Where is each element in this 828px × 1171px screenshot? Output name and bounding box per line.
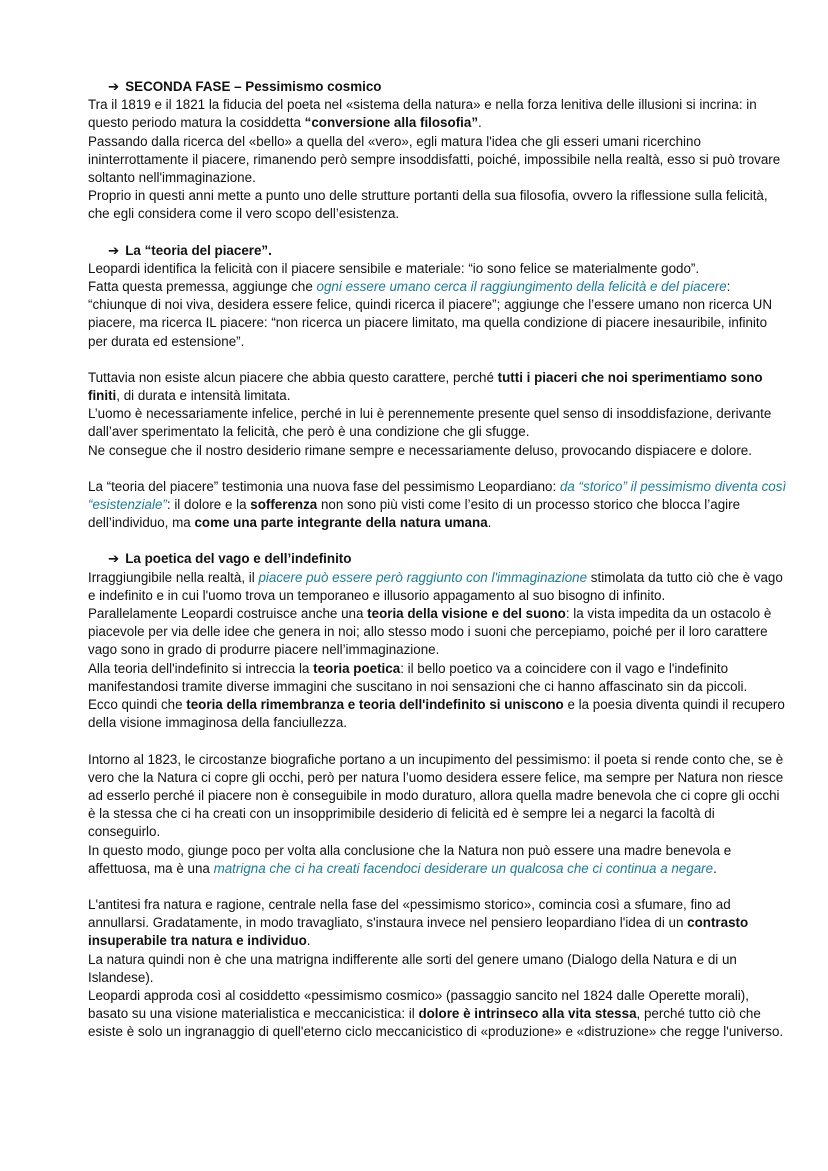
paragraph: Passando dalla ricerca del «bello» a quella del «vero», egli matura l'idea che gli esseri umani ricerchino ininterrottamente il piacere, rimanendo però sempre insoddisfatti, poiché, impossibile nella realtà, esso si può trovare soltanto nell'immaginazione. [88,133,781,186]
bold-text: contrasto insuperabile tra natura e individuo [88,915,749,949]
bold-text: dolore è intrinseco alla vita stessa [418,1006,637,1022]
paragraph: Intorno al 1823, le circostanze biografiche portano a un incupimento del pessimismo: il poeta si rende conto che, se è vero che la Natura ci copre gli occhi, però per natura l’uomo desidera essere felice, ma sempre per Natura non riesce ad esserlo perché il piacere non è conseguibile in modo duraturo, allora quella madre benevola che ci copre gli occhi è la stessa che ci ha creati con un insopprimibile desiderio di felicità ed è sempre lei a negarci la facoltà di conseguirlo. [88,751,784,840]
text-run: : la vista impedita da un ostacolo è piacevole per via delle idee che genera in noi; allo stesso modo i suoni che percepiamo, poiché per il loro carattere vago sono in grado di produrre piacere nell’immaginazione. [88,606,772,658]
text-run: Ecco quindi che [88,697,187,713]
bold-text: teoria della visione e del suono [367,606,566,622]
bold-text: “conversione alla filosofia” [304,115,479,131]
section-heading-teoria-piacere [108,242,788,260]
highlighted-text: da “storico” il pessimismo diventa così “esistenziale” [88,478,787,513]
text-run: e la poesia diventa quindi il recupero della visione immaginosa della fanciullezza. [88,697,785,731]
bold-text: teoria poetica [313,660,401,676]
paragraph [88,605,788,660]
paragraph: L’uomo è necessariamente infelice, perché in lui è perennemente presente quel senso di insoddisfazione, derivante dall’aver sperimentato la felicità, che però è una condizione che gli sfugge. [88,406,772,440]
text-run: . [478,115,482,131]
text-run: Fatta questa premessa, aggiunge che [88,279,317,295]
paragraph [88,569,788,605]
text-run: Parallelamente Leopardi costruisce anche una [88,606,368,622]
paragraph: Ne consegue che il nostro desiderio rimane sempre e necessariamente deluso, provocando dispiacere e dolore. [88,442,752,458]
paragraph [88,696,788,732]
heading-text: La poetica del vago e dell’indefinito [125,551,352,567]
paragraph: Proprio in questi anni mette a punto uno delle strutture portanti della sua filosofia, ovvero la riflessione sulla felicità, che egli considera come il vero scopo dell’esistenza. [88,188,768,222]
text-run: non sono più visti come l’esito di un processo storico che blocca l’agire dell’individuo, ma [88,497,741,531]
text-run: , di durata e intensità limitata. [116,388,291,404]
paragraph [88,987,788,1042]
text-run: Alla teoria dell'indefinito si intreccia la [88,660,314,676]
arrow-icon: ➔ [108,242,120,258]
text-run: Leopardi approda così al cosiddetto «pessimismo cosmico» (passaggio sancito nel 1824 dalle Operette morali), basato su una visione materialistica e meccanicistica: il [88,987,749,1022]
paragraph [88,478,788,533]
paragraph [88,369,788,405]
text-run: La “teoria del piacere” testimonia una nuova fase del pessimismo Leopardiano: [88,478,560,494]
bold-text: tutti i piaceri che noi sperimentiamo sono finiti [88,369,763,404]
text-run: L'antitesi fra natura e ragione, centrale nella fase del «pessimismo storico», comincia così a sfumare, fino ad annullarsi. Gradatamente, in modo travagliato, s'instaura invece nel pensiero leopardiano l'idea di un [88,896,731,931]
text-run: Irraggiungibile nella realtà, il [88,569,259,585]
text-run: Tra il 1819 e il 1821 la fiducia del poeta nel «sistema della natura» e nella forza lenitiva delle illusioni si incrina: in questo periodo matura la cosiddetta [88,97,757,131]
paragraph [88,278,788,351]
text-run: : “chiunque di noi viva, desidera essere felice, quindi ricerca il piacere”; aggiunge che l’essere umano non ricerca UN piacere, ma ricerca IL piacere: “non ricerca un piacere limitato, ma quella condizione di piacere inesauribile, infinito per durata ed estensione”. [88,279,773,349]
paragraph: La natura quindi non è che una matrigna indifferente alle sorti del genere umano (Dialogo della Natura e di un Islandese). [88,951,737,985]
text-run: Tuttavia non esiste alcun piacere che abbia questo carattere, perché [88,369,498,385]
paragraph [88,842,788,878]
highlighted-text: piacere può essere però raggiunto con l'immaginazione [258,569,588,585]
paragraph [88,896,788,951]
text-run: . [713,860,717,876]
text-run: , perché tutto ciò che esiste è solo un ingranaggio di quell'eterno ciclo meccanicistico di «produzione» e «distruzione» che regge l'universo. [88,1006,784,1040]
text-run: stimolata da tutto ciò che è vago e indefinito e in cui l'uomo trova un temporaneo e illusorio appagamento al suo bisogno di infinito. [88,569,783,603]
document-page [88,78,788,1042]
arrow-icon: ➔ [108,79,120,94]
section-heading-poetica-vago [108,550,788,568]
text-run: : il bello poetico va a coincidere con il vago e l'indefinito manifestandosi tramite diverse immagini che suscitano in noi sensazioni che ci hanno affascinato sin da piccoli. [88,660,748,694]
text-run: In questo modo, giunge poco per volta alla conclusione che la Natura non può essere una madre benevola e affettuosa, ma è una [88,842,732,876]
highlighted-text: matrigna che ci ha creati facendoci desiderare un qualcosa che ci continua a negare [213,860,714,876]
text-run: . [306,933,311,949]
bold-text: teoria della rimembranza e teoria dell'indefinito si uniscono [186,697,564,713]
paragraph [88,96,788,132]
text-run: : il dolore e la [166,497,251,513]
paragraph [88,660,788,696]
arrow-icon: ➔ [108,551,120,567]
bold-text: sofferenza [250,497,318,513]
text-run: . [487,515,492,531]
heading-text: La “teoria del piacere”. [125,242,272,258]
heading-text: SECONDA FASE – Pessimismo cosmico [125,79,382,94]
paragraph: Leopardi identifica la felicità con il piacere sensibile e materiale: “io sono felice se materialmente godo”. [88,260,700,276]
bold-text: come una parte integrante della natura umana [194,515,488,531]
section-heading-seconda-fase [108,78,788,96]
highlighted-text: ogni essere umano cerca il raggiungimento della felicità e del piacere [316,279,727,295]
